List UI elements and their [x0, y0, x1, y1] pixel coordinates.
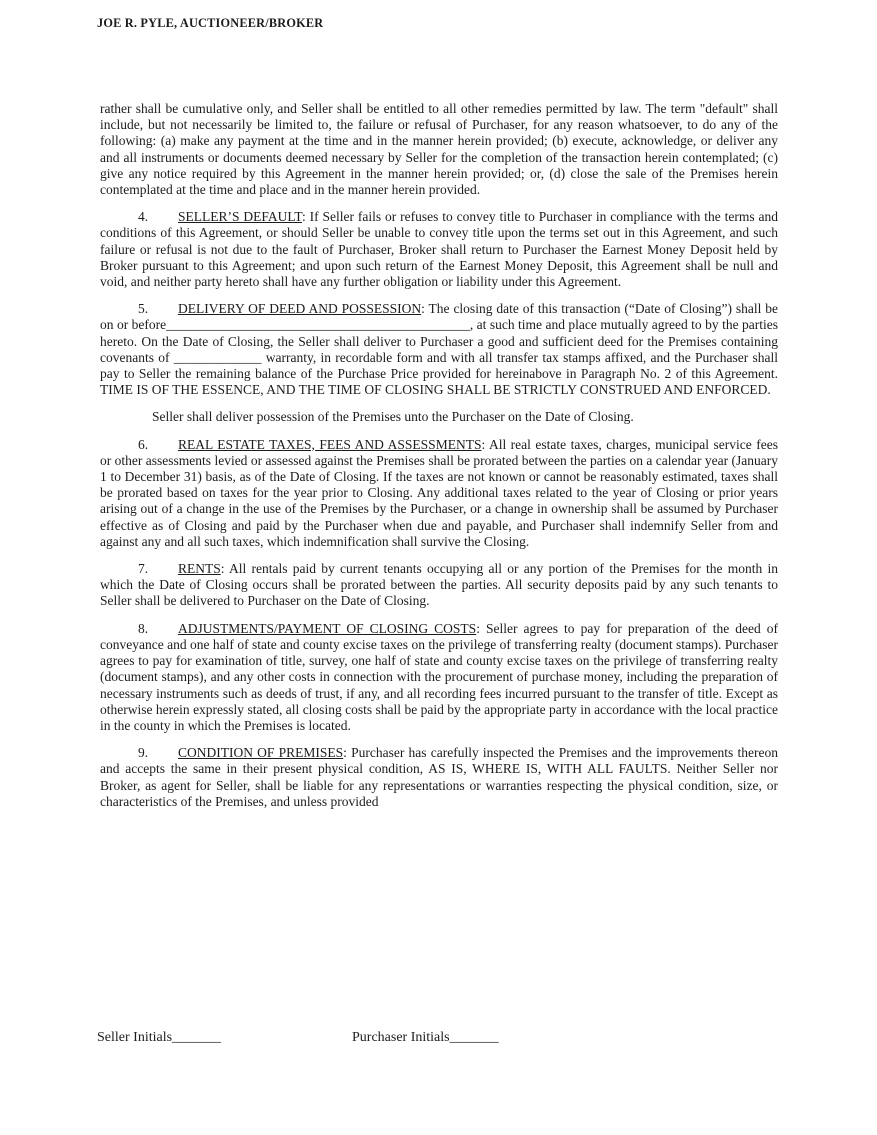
paragraph-4-sellers-default — [100, 209, 778, 290]
section-heading-delivery-of-deed: DELIVERY OF DEED AND POSSESSION — [178, 301, 422, 317]
section-heading-condition-of-premises: CONDITION OF PREMISES — [178, 745, 344, 761]
section-number: 8. — [138, 620, 149, 636]
section-number: 6. — [138, 436, 149, 452]
section-number: 7. — [138, 561, 149, 577]
paragraph-possession — [100, 409, 778, 425]
warranty-type-blank: _____________ — [173, 349, 262, 365]
seller-initials-blank: _______ — [172, 1030, 222, 1045]
paragraph-text: : Purchaser has carefully inspected the Premises and the improvements thereon and accepts the same in their present physical condition, AS IS, WHERE IS, WITH ALL FAULTS. Neither Seller nor Broker, as agent for Seller, shall be liable for any representations or warranties respecting the physical condition, size, or characteristics of the Premises, and unless provided — [100, 745, 778, 809]
paragraph-6-real-estate-taxes — [100, 437, 778, 550]
section-number: 9. — [138, 745, 149, 761]
paragraph-text: Seller shall deliver possession of the Premises unto the Purchaser on the Date of Closing. — [152, 409, 634, 425]
seller-initials-line — [97, 1030, 221, 1046]
paragraph-9-condition-of-premises — [100, 745, 778, 810]
closing-date-blank: _____________________________________________ — [166, 317, 470, 333]
paragraph-text: warranty, in recordable form and with all transfer tax stamps affixed, and the Purchaser shall pay to Seller the remaining balance of the Purchase Price provided for hereinabove in Paragraph No. 2 of this Agreement. TIME IS OF THE ESSENCE, AND THE TIME OF CLOSING SHALL BE STRICTLY CONSTRUED AND ENFORCED. — [100, 349, 778, 398]
section-number: 4. — [138, 209, 149, 225]
broker-header: JOE R. PYLE, AUCTIONEER/BROKER — [97, 16, 324, 30]
paragraph-text: : All real estate taxes, charges, municipal service fees or other assessments levied or assessed against the Premises shall be prorated between the parties on a calendar year (January 1 to December 31) basis, as of the Date of Closing. If the taxes are not known or cannot be reasonably estimated, taxes shall be prorated based on taxes for the year prior to Closing. Any additional taxes related to the year of Closing or prior years arising out of a change in the use of the Premises by the Purchaser, or a change in ownership shall be assumed by Purchaser effective as of Closing and paid by the Purchaser when due and payable, and Purchaser shall indemnify Seller from and against any and all such taxes, which indemnification shall survive the Closing. — [100, 436, 778, 549]
paragraph-text: rather shall be cumulative only, and Seller shall be entitled to all other remedies permitted by law. The term "default" shall include, but not necessarily be limited to, the failure or refusal of Purchaser, for any reason whatsoever, to do any of the following: (a) make any payment at the time and in the manner herein provided; (b) execute, acknowledge, or deliver any and all instruments or documents deemed necessary by Seller for the completion of the transaction herein contemplated; (c) give any notice required by this Agreement in the manner herein provided; or, (d) close the sale of the Premises herein contemplated at the time and place and in the manner herein provided. — [100, 101, 778, 198]
paragraph-default-remedies — [100, 101, 778, 198]
paragraph-5-delivery-of-deed — [100, 301, 778, 398]
section-heading-closing-costs: ADJUSTMENTS/PAYMENT OF CLOSING COSTS — [178, 620, 477, 636]
paragraph-text: : The closing date of this transaction (“Date of Closing”) shall be on or before — [100, 301, 778, 333]
paragraph-8-closing-costs — [100, 621, 778, 734]
section-heading-real-estate-taxes: REAL ESTATE TAXES, FEES AND ASSESSMENTS — [178, 436, 482, 452]
paragraph-text: , at such time and place mutually agreed to by the parties hereto. On the Date of Closing, the Seller shall deliver to Purchaser a good and sufficient deed for the Premises containing covenants of — [100, 317, 778, 365]
paragraph-text: : If Seller fails or refuses to convey title to Purchaser in compliance with the terms and conditions of this Agreement, or should Seller be unable to convey title upon the terms set out in this Agreement, and such failure or refusal is not due to the fault of Purchaser, Broker shall return to Purchaser the Earnest Money Deposit held by Broker pursuant to this Agreement; and upon such return of the Earnest Money Deposit, this Agreement shall be null and void, and neither party hereto shall have any further obligation or liability under this Agreement. — [100, 209, 778, 290]
paragraph-text: : Seller agrees to pay for preparation of the deed of conveyance and one half of state and county excise taxes on the privilege of transferring realty (document stamps). Purchaser agrees to pay for examination of title, survey, one half of state and county excise taxes on the privilege of transferring realty (document stamps), and any other costs in connection with the procurement of purchase money, including the preparation of necessary instruments such as deeds of trust, if any, and all recording fees incurred pursuant to the transfer of title. Except as otherwise herein expressly stated, all closing costs shall be paid by the appropriate party in accordance with the local practice in the county in which the Premises is located. — [100, 620, 778, 733]
section-heading-rents: RENTS — [178, 561, 221, 577]
initials-footer — [97, 1030, 797, 1054]
section-heading-sellers-default: SELLER’S DEFAULT — [178, 209, 302, 225]
paragraph-7-rents — [100, 561, 778, 610]
section-number: 5. — [138, 301, 149, 317]
paragraph-text: : All rentals paid by current tenants occupying all or any portion of the Premises for the month in which the Date of Closing occurs shall be prorated between the parties. All security deposits paid by any such tenants to Seller shall be delivered to Purchaser on the Date of Closing. — [100, 561, 778, 609]
seller-initials-label: Seller Initials — [97, 1030, 173, 1045]
purchaser-initials-blank: _______ — [449, 1030, 499, 1045]
contract-body — [100, 101, 778, 821]
purchaser-initials-label: Purchaser Initials — [352, 1030, 450, 1045]
purchaser-initials-line — [352, 1030, 499, 1046]
